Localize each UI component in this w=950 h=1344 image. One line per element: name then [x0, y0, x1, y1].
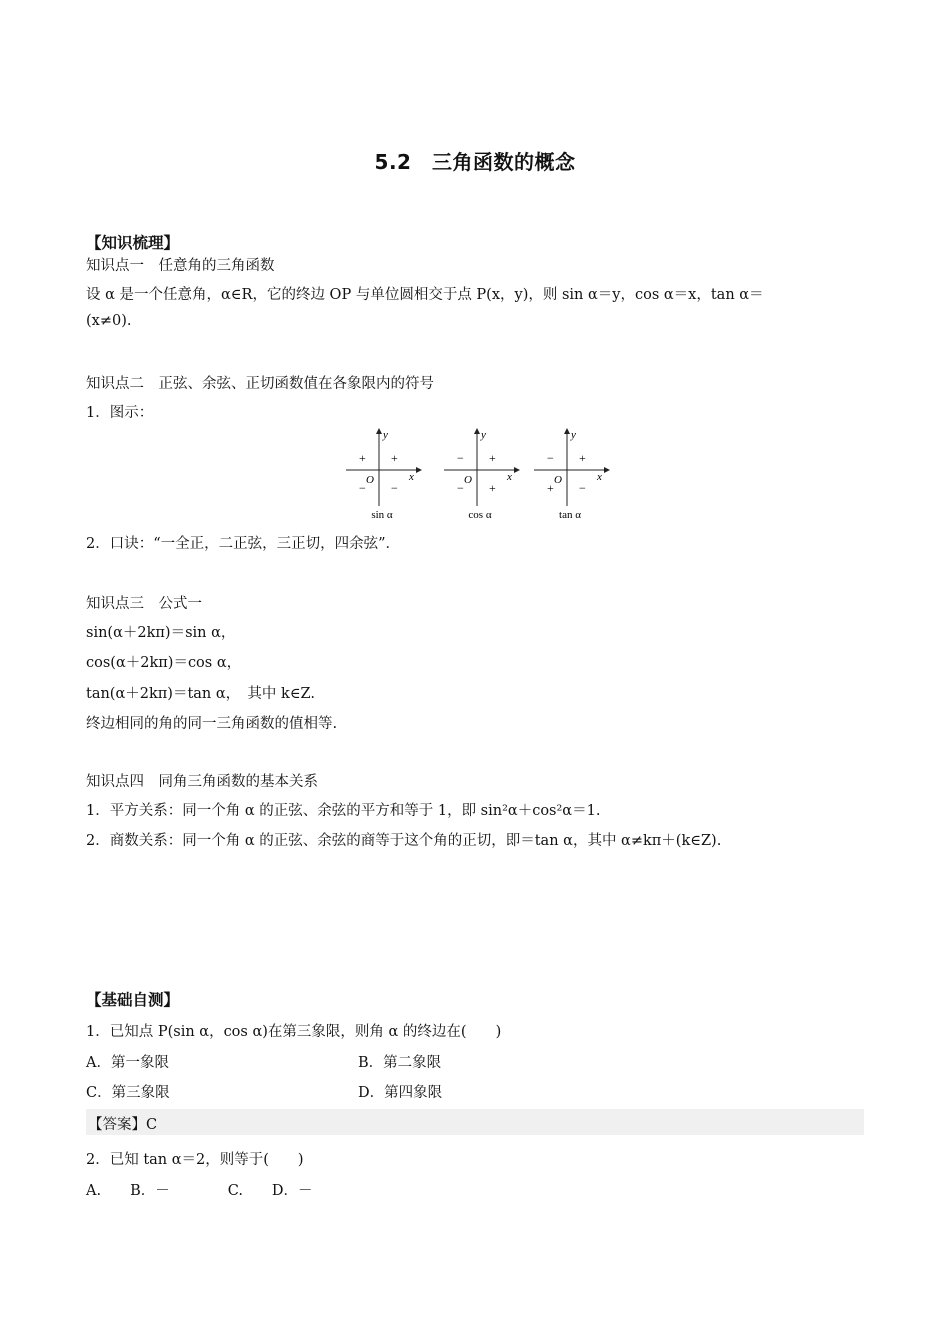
question-2-stem: 2．已知 tan α＝2，则等于( ) [86, 1152, 304, 1168]
kp2-item1: 1．图示： [86, 405, 154, 421]
question-1-answer: 【答案】C [88, 1117, 158, 1133]
quadrant-2-sign: − [547, 451, 554, 465]
kp1-line2: (x≠0). [86, 313, 132, 329]
quadrant-4-sign: − [391, 481, 398, 495]
kp3-line4: 终边相同的角的同一三角函数的值相等. [86, 716, 338, 732]
origin-label: O [554, 474, 562, 486]
y-axis-label: y [383, 429, 388, 441]
section-heading-knowledge: 【知识梳理】 [86, 234, 180, 252]
section-heading-self-test: 【基础自测】 [86, 991, 180, 1009]
quadrant-1-sign: + [579, 451, 586, 465]
kp3-line1: sin(α＋2kπ)＝sin α， [86, 625, 236, 641]
x-axis-label: x [409, 471, 414, 483]
x-axis-label: x [507, 471, 512, 483]
kp2-item2: 2．口诀：“一全正，二正弦，三正切，四余弦”． [86, 536, 401, 552]
question-1-option-c: C．第三象限 [86, 1085, 170, 1101]
quadrant-2-sign: − [457, 451, 464, 465]
sign-figure-tan [530, 428, 610, 528]
question-1-option-b: B．第二象限 [358, 1055, 442, 1071]
question-1-option-a: A．第一象限 [86, 1055, 169, 1071]
kp1-line1: 设 α 是一个任意角，α∈R，它的终边 OP 与单位圆相交于点 P(x，y)，则 sin α＝y，cos α＝x，tan α＝ [86, 287, 764, 303]
origin-label: O [464, 474, 472, 486]
y-axis-label: y [571, 429, 576, 441]
sign-figure-cos [440, 428, 520, 528]
kp4-heading: 知识点四 同角三角函数的基本关系 [86, 774, 318, 790]
answer-bar [86, 1109, 864, 1135]
kp2-heading: 知识点二 正弦、余弦、正切函数值在各象限内的符号 [86, 376, 434, 392]
figure-caption: tan α [559, 509, 581, 521]
kp3-heading: 知识点三 公式一 [86, 596, 202, 612]
kp4-item1: 1．平方关系：同一个角 α 的正弦、余弦的平方和等于 1，即 sin²α＋cos²α＝1. [86, 803, 601, 819]
quadrant-2-sign: + [359, 451, 366, 465]
y-axis-label: y [481, 429, 486, 441]
figure-caption: sin α [371, 509, 393, 521]
page-title: 5.2 三角函数的概念 [374, 150, 576, 174]
figure-caption: cos α [468, 509, 492, 521]
kp3-line3: tan(α＋2kπ)＝tan α， 其中 k∈Z. [86, 686, 315, 702]
question-1-stem: 1．已知点 P(sin α，cos α)在第三象限，则角 α 的终边在( ) [86, 1024, 502, 1040]
kp1-heading: 知识点一 任意角的三角函数 [86, 258, 275, 274]
kp4-item2: 2．商数关系：同一个角 α 的正弦、余弦的商等于这个角的正切，即＝tan α，其中 α≠kπ＋(k∈Z). [86, 833, 722, 849]
question-2-options: A. B．－ C. D．－ [86, 1183, 313, 1199]
quadrant-3-sign: − [457, 481, 464, 495]
origin-label: O [366, 474, 374, 486]
quadrant-1-sign: + [489, 451, 496, 465]
quadrant-3-sign: + [547, 481, 554, 495]
x-axis-label: x [597, 471, 602, 483]
sign-figure-sin [342, 428, 422, 528]
question-1-option-d: D．第四象限 [358, 1085, 443, 1101]
kp3-line2: cos(α＋2kπ)＝cos α， [86, 655, 242, 671]
quadrant-3-sign: − [359, 481, 366, 495]
quadrant-1-sign: + [391, 451, 398, 465]
quadrant-4-sign: − [579, 481, 586, 495]
quadrant-4-sign: + [489, 481, 496, 495]
